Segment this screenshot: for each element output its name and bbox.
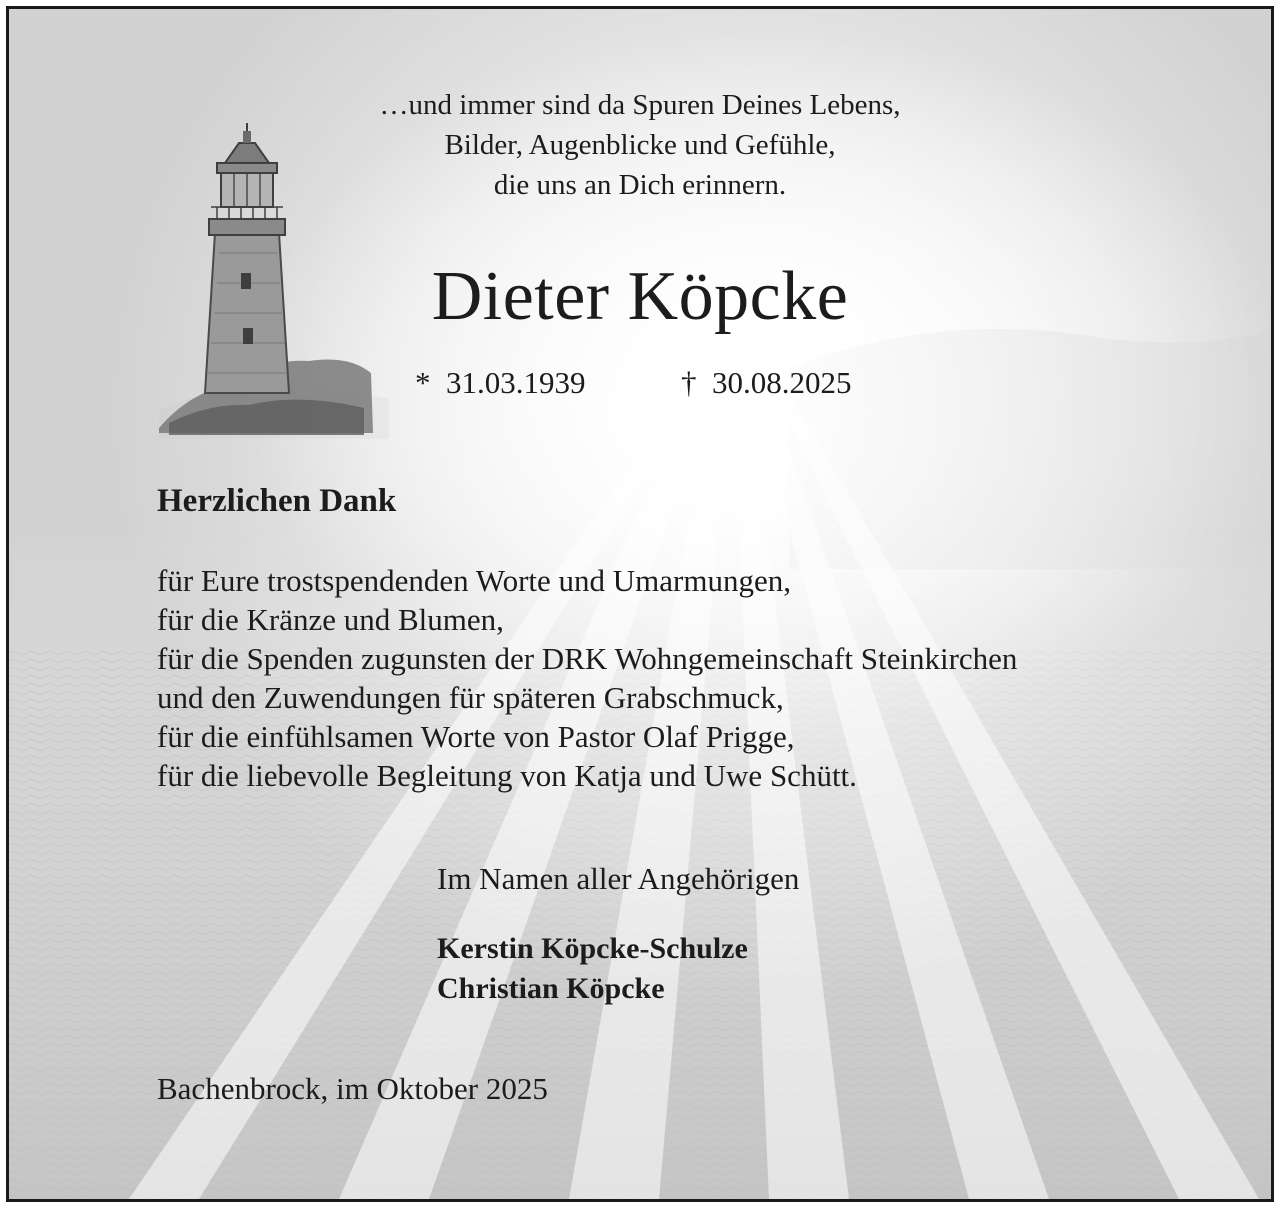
thanks-line: für die Kränze und Blumen, [157, 602, 504, 637]
on-behalf-text: Im Namen aller Angehörigen [437, 861, 800, 896]
thanks-text [157, 561, 1017, 795]
verse-line: Bilder, Augenblicke und Gefühle, [444, 129, 836, 161]
signer-name: Kerstin Köpcke-Schulze [437, 932, 748, 965]
deceased-name: Dieter Köpcke [431, 258, 849, 335]
thanks-heading: Herzlichen Dank [157, 483, 397, 519]
verse [9, 85, 1271, 205]
signer-name: Christian Köpcke [437, 972, 665, 1005]
thanks-line: und den Zuwendungen für späteren Grabschmuck, [157, 680, 784, 715]
birth-date-value: 31.03.1939 [446, 365, 586, 400]
verse-line: …und immer sind da Spuren Deines Lebens, [379, 89, 901, 121]
birth-star-icon: * [415, 365, 431, 400]
thanks-line: für die Spenden zugunsten der DRK Wohngemeinschaft Steinkirchen [157, 641, 1018, 676]
verse-line: die uns an Dich erinnern. [493, 169, 787, 201]
birth-date [415, 365, 586, 401]
signers [437, 929, 748, 1009]
thanks-line: für die liebevolle Begleitung von Katja und Uwe Schütt. [157, 758, 857, 793]
death-date [681, 365, 852, 401]
obituary-ad [6, 6, 1274, 1202]
death-date-value: 30.08.2025 [712, 365, 852, 400]
thanks-line: für die einfühlsamen Worte von Pastor Olaf Prigge, [157, 719, 795, 754]
thanks-line: für Eure trostspendenden Worte und Umarmungen, [157, 563, 791, 598]
death-cross-icon: † [681, 365, 697, 400]
place-date: Bachenbrock, im Oktober 2025 [157, 1071, 548, 1106]
